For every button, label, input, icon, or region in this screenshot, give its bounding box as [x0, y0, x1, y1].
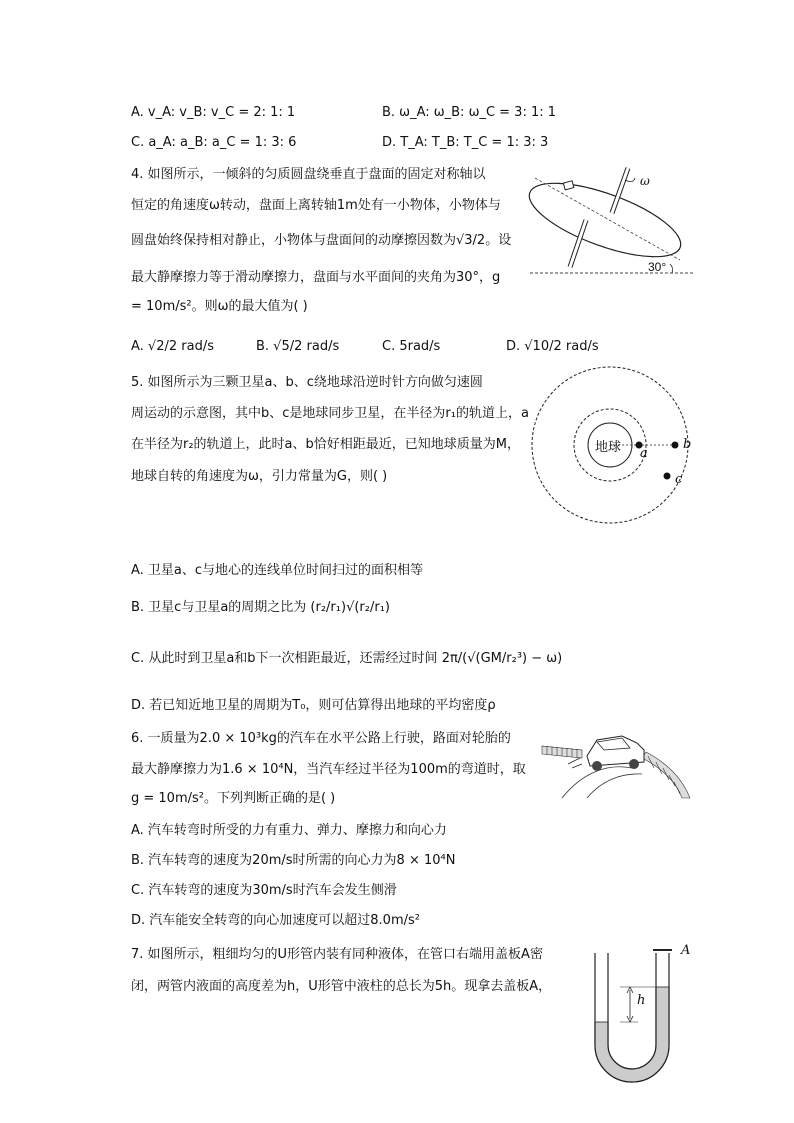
q5-option-b: B. 卫星c与卫星a的周期之比为 (r₂/r₁)√(r₂/r₁): [131, 600, 390, 615]
q6-stem-line-2: 最大静摩擦力为1.6 × 10⁴N，当汽车经过半径为100m的弯道时，取: [131, 762, 526, 777]
q7-stem-line-2: 闭，两管内液面的高度差为h，U形管中液柱的总长为5h。现拿去盖板A，: [131, 979, 552, 994]
q5-option-d: D. 若已知近地卫星的周期为T₀，则可估算得出地球的平均密度ρ: [131, 698, 496, 713]
q3-option-a: A. v_A: v_B: v_C = 2: 1: 1: [131, 105, 296, 120]
q6-stem-line-1: 6. 一质量为2.0 × 10³kg的汽车在水平公路上行驶，路面对轮胎的: [131, 731, 511, 746]
q6-stem-line-3: g = 10m/s²。下列判断正确的是( ): [131, 791, 336, 806]
q6-option-b: B. 汽车转弯的速度为20m/s时所需的向心力为8 × 10⁴N: [131, 853, 456, 868]
q4-omega-label: ω: [640, 174, 650, 188]
q5-option-a: A. 卫星a、c与地心的连线单位时间扫过的面积相等: [131, 563, 424, 578]
q4-stem-line-5: = 10m/s²。则ω的最大值为( ): [131, 299, 308, 314]
q6-option-d: D. 汽车能安全转弯的向心加速度可以超过8.0m/s²: [131, 913, 420, 928]
q6-car-figure: [542, 728, 692, 803]
q4-option-c: C. 5rad/s: [382, 339, 441, 354]
q5-earth-label: 地球: [595, 439, 622, 454]
q4-option-a: A. √2/2 rad/s: [131, 339, 214, 354]
q3-option-b: B. ω_A: ω_B: ω_C = 3: 1: 1: [382, 105, 557, 120]
q5-label-a: a: [640, 446, 648, 461]
q4-disc-figure: [530, 160, 700, 280]
q6-option-a: A. 汽车转弯时所受的力有重力、弹力、摩擦力和向心力: [131, 823, 447, 838]
q7-label-A: A: [681, 943, 691, 958]
q5-option-c: C. 从此时到卫星a和b下一次相距最近，还需经过时间 2π/(√(GM/r₂³) − ω): [131, 651, 563, 666]
q5-label-b: b: [683, 437, 692, 452]
q4-option-b: B. √5/2 rad/s: [256, 339, 340, 354]
q7-label-h: h: [637, 993, 646, 1008]
q4-stem-line-3: 圆盘始终保持相对静止，小物体与盘面间的动摩擦因数为√3/2。设: [131, 233, 512, 248]
q4-angle-label: 30°: [648, 260, 667, 274]
q4-stem-line-2: 恒定的角速度ω转动，盘面上离转轴1m处有一小物体，小物体与: [131, 198, 501, 213]
q7-stem-line-1: 7. 如图所示，粗细均匀的U形管内装有同种液体，在管口右端用盖板A密: [131, 947, 543, 962]
q7-u-tube-figure: [580, 945, 690, 1085]
q4-option-d: D. √10/2 rad/s: [506, 339, 599, 354]
q5-stem-line-2: 周运动的示意图，其中b、c是地球同步卫星，在半径为r₁的轨道上，a: [131, 406, 529, 421]
q6-option-c: C. 汽车转弯的速度为30m/s时汽车会发生侧滑: [131, 883, 397, 898]
q4-stem-line-1: 4. 如图所示，一倾斜的匀质圆盘绕垂直于盘面的固定对称轴以: [131, 167, 486, 182]
q3-option-c: C. a_A: a_B: a_C = 1: 3: 6: [131, 135, 297, 150]
q5-stem-line-3: 在半径为r₂的轨道上，此时a、b恰好相距最近，已知地球质量为M，: [131, 437, 520, 452]
q5-stem-line-4: 地球自转的角速度为ω，引力常量为G，则( ): [131, 469, 388, 484]
q4-stem-line-4: 最大静摩擦力等于滑动摩擦力，盘面与水平面间的夹角为30°，g: [131, 270, 501, 285]
q5-label-c: c: [675, 472, 683, 487]
q5-stem-line-1: 5. 如图所示为三颗卫星a、b、c绕地球沿逆时针方向做匀速圆: [131, 375, 483, 390]
q3-option-d: D. T_A: T_B: T_C = 1: 3: 3: [382, 135, 549, 150]
